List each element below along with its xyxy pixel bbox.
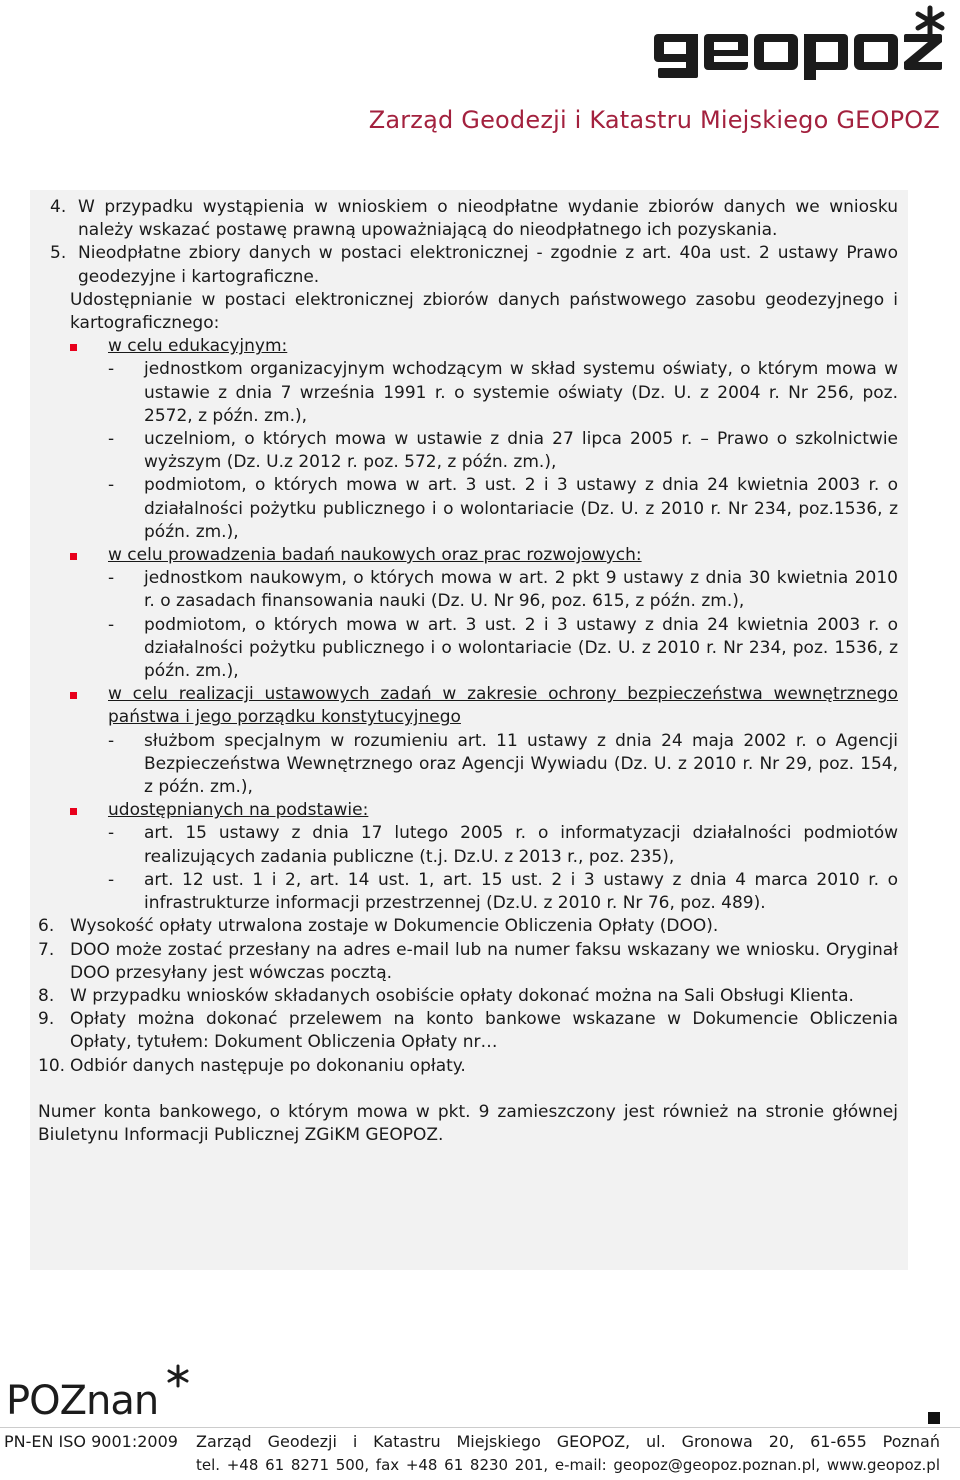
item-text: Odbiór danych następuje po dokonaniu opłaty. [70, 1055, 466, 1076]
bullet-group-legal-basis [70, 799, 898, 822]
dash-item: - jednostkom naukowym, o których mowa w art. 2 pkt 9 ustawy z dnia 30 kwietnia 2010 r. o zasadach finansowania nauki (Dz. U. Nr 96, poz. 615, z późn. zm.), [108, 568, 898, 612]
item-number: 9. [38, 1009, 55, 1030]
bullet-group-research [70, 544, 898, 567]
udostepnianie-paragraph: Udostępnianie w postaci elektronicznej zbiorów danych państwowego zasobu geodezyjnego i kartograficznego: [70, 289, 898, 334]
bullet-label: w celu prowadzenia badań naukowych oraz prac rozwojowych: [108, 545, 642, 566]
dash-item: - podmiotom, o których mowa w art. 3 ust. 2 i 3 ustawy z dnia 24 kwietnia 2003 r. o działalności pożytku publicznego i o wolontariacie (Dz. U. z 2010 r. Nr 234, poz.1536, z późn. zm.), [108, 475, 898, 542]
footer-address: Zarząd Geodezji i Katastru Miejskiego GEOPOZ, ul. Gronowa 20, 61-655 Poznań [196, 1432, 940, 1451]
bullet-square-icon [70, 683, 108, 729]
item-number: 7. [38, 939, 55, 960]
bullet-square-icon [70, 335, 108, 358]
numbered-item-9 [38, 1008, 898, 1054]
item-text: W przypadku wystąpienia w wnioskiem o nieodpłatne wydanie zbiorów danych we wniosku należy wskazać postawę prawną upoważniającą do nieodpłatnego ich pozyskania. [78, 197, 898, 241]
dash-item: - art. 15 ustawy z dnia 17 lutego 2005 r. o informatyzacji działalności podmiotów realizujących zadania publiczne (t.j. Dz.U. z 2013 r., poz. 235), [108, 823, 898, 867]
item-number: 4. [50, 197, 67, 217]
bullet-label: udostępnianych na podstawie: [108, 800, 369, 821]
dash-item: - uczelniom, o których mowa w ustawie z dnia 27 lipca 2005 r. – Prawo o szkolnictwie wyższym (Dz. U.z 2012 r. poz. 572, z późn. zm.), [108, 429, 898, 473]
svg-text:POZnan: POZnan [6, 1378, 159, 1422]
item-text: W przypadku wniosków składanych osobiście opłaty dokonać można na Sali Obsługi Klienta. [70, 985, 854, 1006]
numbered-item-10 [38, 1055, 898, 1078]
dash-item: - jednostkom organizacyjnym wchodzącym w skład systemu oświaty, o którym mowa w ustawie z dnia 7 września 1991 r. o systemie oświaty (Dz. U. z 2004 r. Nr 256, poz. 2572, z późn. zm.), [108, 359, 898, 426]
footer-iso-certificate: PN-EN ISO 9001:2009 [4, 1432, 178, 1451]
item-number: 10. [38, 1055, 66, 1076]
item-number: 8. [38, 985, 55, 1006]
item-text: Nieodpłatne zbiory danych w postaci elektronicznej - zgodnie z art. 40a ust. 2 ustawy Prawo geodezyjne i kartograficzne. [78, 243, 898, 287]
footer-contact: tel. +48 61 8271 500, fax +48 61 8230 201, e-mail: geopoz@geopoz.poznan.pl, www.geopoz.pl [196, 1456, 940, 1474]
item-number: 6. [38, 916, 55, 937]
bullet-label: w celu edukacyjnym: [108, 336, 288, 357]
item-text: Opłaty można dokonać przelewem na konto bankowe wskazane w Dokumencie Obliczenia Opłaty, tytułem: Dokument Obliczenia Opłaty nr… [70, 1009, 898, 1053]
item-text: Wysokość opłaty utrwalona zostaje w Dokumencie Obliczenia Opłaty (DOO). [70, 916, 719, 937]
numbered-item-6 [38, 915, 898, 938]
bullet-square-icon [70, 799, 108, 822]
dash-item: - podmiotom, o których mowa w art. 3 ust. 2 i 3 ustawy z dnia 24 kwietnia 2003 r. o działalności pożytku publicznego i o wolontariacie (Dz. U. z 2010 r. Nr 234, poz. 1536, z późn. zm.), [108, 614, 898, 682]
closing-paragraph: Numer konta bankowego, o którym mowa w pkt. 9 zamieszczony jest również na stronie głównej Biuletynu Informacji Publicznej ZGiKM GEOPOZ. [38, 1101, 898, 1145]
geopoz-logo [652, 4, 952, 84]
item-number: 5. [50, 243, 67, 264]
bullet-group-education [70, 335, 898, 358]
footer-square-icon [928, 1412, 940, 1424]
numbered-item-7 [38, 939, 898, 985]
dash-item: - art. 12 ust. 1 i 2, art. 14 ust. 1, art. 15 ust. 2 i 3 ustawy z dnia 4 marca 2010 r. o infrastrukturze informacji przestrzennej (Dz.U. z 2010 r. Nr 76, poz. 489). [108, 869, 898, 914]
poznan-city-logo [6, 1362, 196, 1422]
bullet-group-security [70, 683, 898, 729]
numbered-item-4 [38, 196, 898, 242]
bullet-label: w celu realizacji ustawowych zadań w zakresie ochrony bezpieczeństwa wewnętrznego państwa i jego porządku konstytucyjnego [108, 684, 898, 728]
header-organization: Zarząd Geodezji i Katastru Miejskiego GEOPOZ [368, 106, 940, 134]
item-text: DOO może zostać przesłany na adres e-mail lub na numer faksu wskazany we wniosku. Oryginał DOO przesyłany jest wówczas pocztą. [70, 939, 898, 983]
document-body [38, 196, 898, 1147]
dash-item: - służbom specjalnym w rozumieniu art. 11 ustawy z dnia 24 maja 2002 r. o Agencji Bezpieczeństwa Wewnętrznego oraz Agencji Wywiadu (Dz. U. z 2010 r. Nr 29, poz. 154, z późn. zm.), [108, 730, 898, 798]
numbered-item-5 [38, 242, 898, 288]
bullet-square-icon [70, 544, 108, 567]
numbered-item-8 [38, 985, 898, 1008]
footer-divider [0, 1427, 960, 1428]
